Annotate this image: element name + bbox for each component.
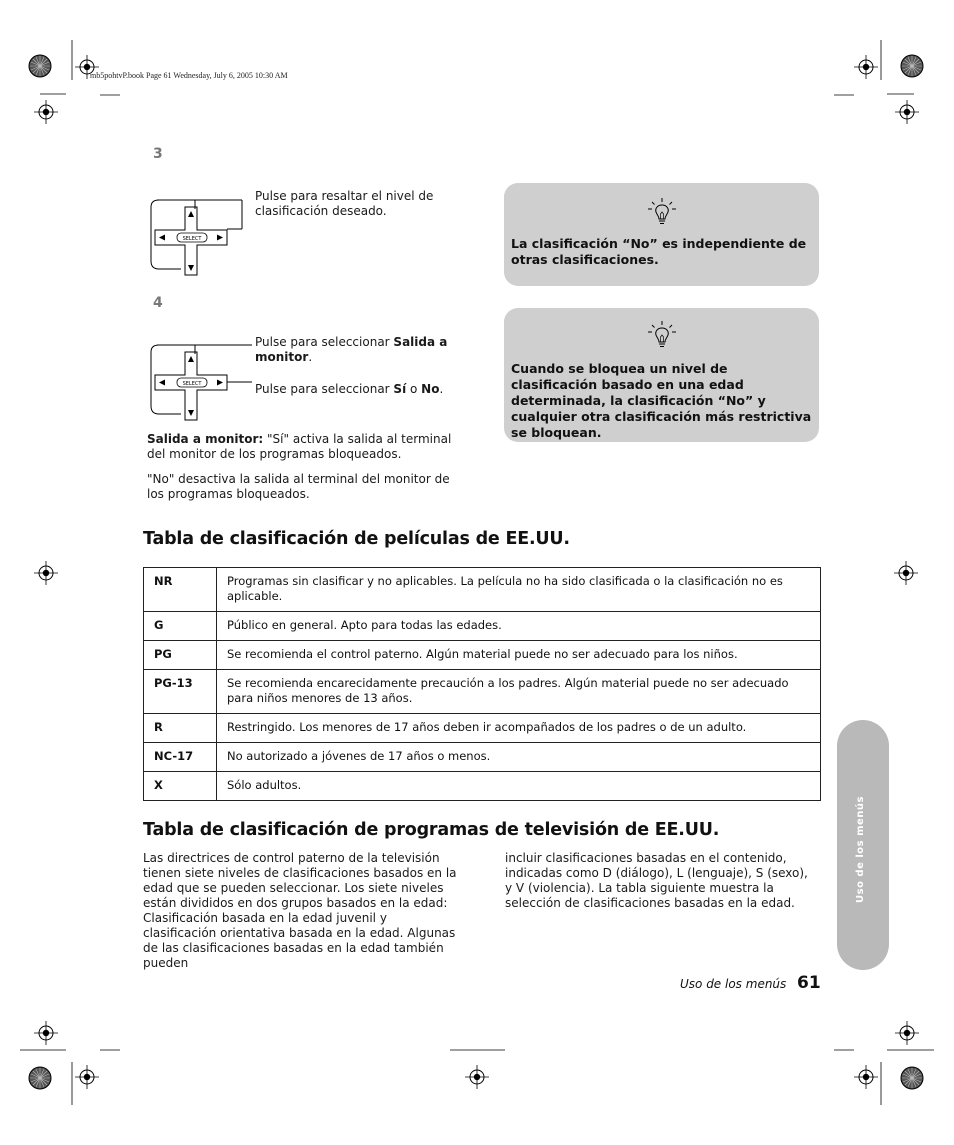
rating-description: Se recomienda encarecidamente precaución a los padres. Algún material puede no ser adecuado para niños menores de 13 años. xyxy=(217,670,821,714)
rating-code: PG-13 xyxy=(144,670,217,714)
rating-code: NC-17 xyxy=(144,743,217,772)
registration-mark-bottom-right xyxy=(834,1021,934,1105)
monitor-note: Salida a monitor: "Sí" activa la salida al terminal del monitor de los programas bloqueados. xyxy=(147,432,452,461)
rating-code: X xyxy=(144,772,217,801)
table-row xyxy=(144,772,821,801)
rating-description: Sólo adultos. xyxy=(217,772,821,801)
side-tab-label: Uso de los menús xyxy=(855,796,866,903)
rating-code: G xyxy=(144,612,217,641)
table-row xyxy=(144,670,821,714)
registration-mark-top-right xyxy=(834,40,923,124)
rating-code: PG xyxy=(144,641,217,670)
tv-section-col1: Las directrices de control paterno de la televisión tienen siete niveles de clasificaciones basados en la edad que se pueden seleccionar. Los siete niveles están divididos en dos grupos basados en la edad: Clasificación basada en la edad juvenil y clasificación orientativa basada en la edad. Algunas de las clasificaciones basadas en la edad también pueden xyxy=(143,851,457,970)
step-number-4: 4 xyxy=(153,295,163,311)
rating-code: R xyxy=(144,714,217,743)
rating-description: Programas sin clasificar y no aplicables. La película no ha sido clasificada o la clasificación no es aplicable. xyxy=(217,568,821,612)
lightbulb-icon xyxy=(646,197,678,227)
step4-callout-a: Pulse para seleccionar Salida a monitor. xyxy=(255,335,448,364)
step4-callout-b: Pulse para seleccionar Sí o No. xyxy=(255,382,444,396)
registration-mark-mid-left xyxy=(34,561,58,585)
select-label: SELECT xyxy=(182,236,202,242)
rating-description: Restringido. Los menores de 17 años deben ir acompañados de los padres o de un adulto. xyxy=(217,714,821,743)
tip-text-2: Cuando se bloquea un nivel de clasificación basado en una edad determinada, la clasificación “No” y cualquier otra clasificación más restrictiva se bloquean. xyxy=(511,361,812,440)
registration-mark-bottom-center xyxy=(450,1050,505,1089)
lightbulb-icon xyxy=(646,320,678,350)
table-row xyxy=(144,641,821,670)
side-tab xyxy=(837,720,889,970)
page-number: 61 xyxy=(797,973,821,993)
registration-mark-bottom-left xyxy=(20,1021,120,1105)
monitor-note-no: "No" desactiva la salida al terminal del monitor de los programas bloqueados. xyxy=(147,472,450,501)
step3-callout: Pulse para resaltar el nivel de clasificación deseado. xyxy=(255,189,434,218)
footer-section: Uso de los menús xyxy=(680,977,787,991)
tv-section-title: Tabla de clasificación de programas de televisión de EE.UU. xyxy=(143,820,720,840)
rating-code: NR xyxy=(144,568,217,612)
remote-dpad-step4 xyxy=(147,340,257,425)
tip-text-1: La clasificación “No” es independiente de otras clasificaciones. xyxy=(511,236,807,267)
table-row xyxy=(144,568,821,612)
table-row xyxy=(144,714,821,743)
table-row xyxy=(144,743,821,772)
registration-mark-mid-right xyxy=(894,561,918,585)
rating-description: Público en general. Apto para todas las edades. xyxy=(217,612,821,641)
remote-dpad-step3 xyxy=(147,195,247,280)
tip-box-2 xyxy=(504,308,819,442)
select-label: SELECT xyxy=(182,381,202,387)
movie-table-title: Tabla de clasificación de películas de EE.UU. xyxy=(143,529,570,549)
rating-description: Se recomienda el control paterno. Algún material puede no ser adecuado para los niños. xyxy=(217,641,821,670)
print-header: mb5pohtvP.book Page 61 Wednesday, July 6, 2005 10:30 AM xyxy=(90,71,288,80)
table-row xyxy=(144,612,821,641)
registration-mark-top-left xyxy=(29,40,120,124)
tip-box-1 xyxy=(504,183,819,286)
step-number-3: 3 xyxy=(153,146,163,162)
movie-ratings-table xyxy=(143,567,821,801)
tv-section-col2: incluir clasificaciones basadas en el contenido, indicadas como D (diálogo), L (lenguaje), S (sexo), y V (violencia). La tabla siguiente muestra la selección de clasificaciones basadas en la edad. xyxy=(505,851,808,910)
rating-description: No autorizado a jóvenes de 17 años o menos. xyxy=(217,743,821,772)
